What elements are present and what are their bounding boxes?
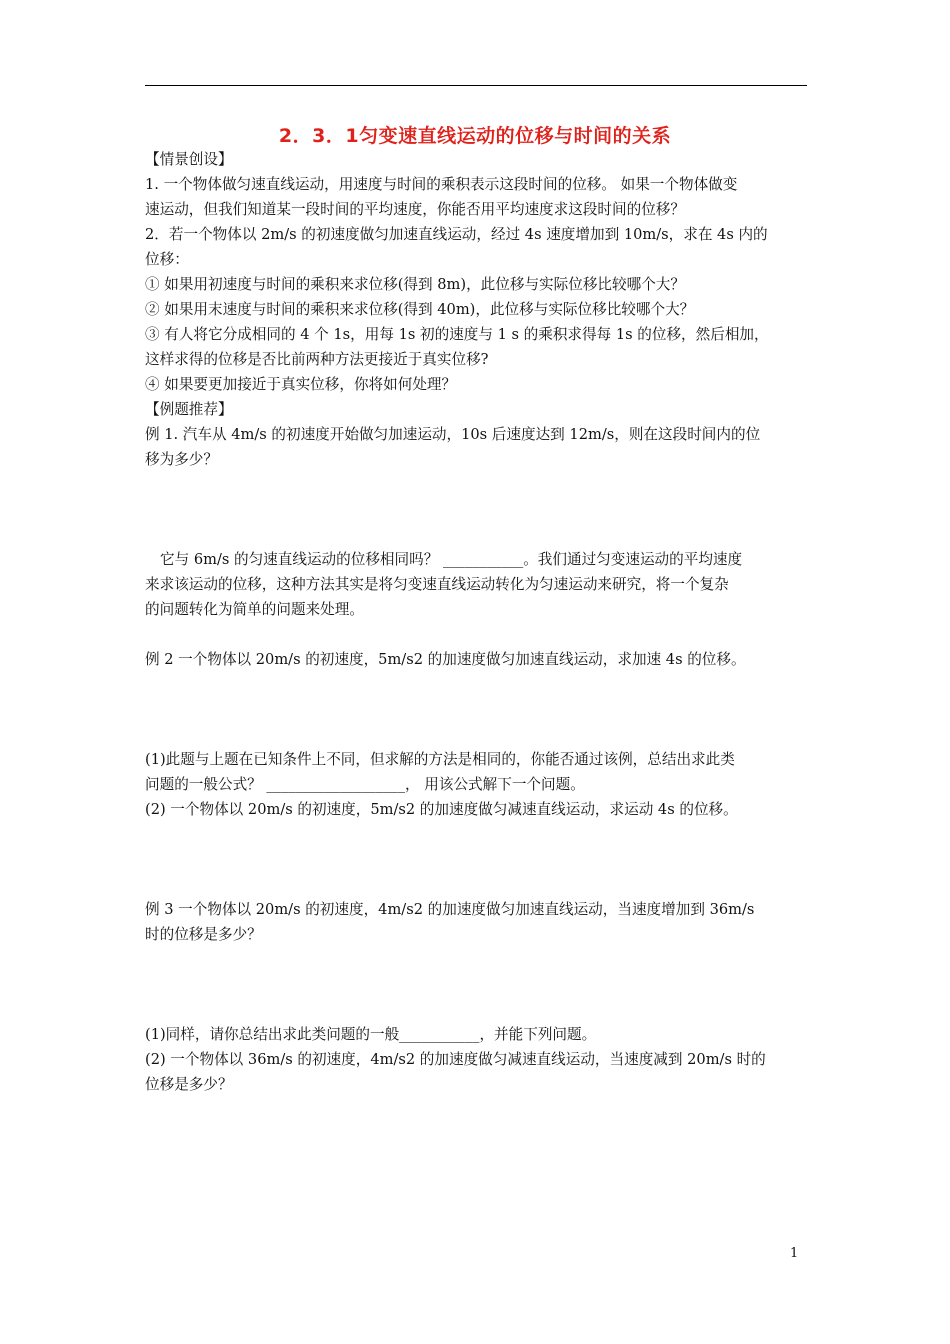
example-3-question-1: (1)同样，请你总结出求此类问题的一般___________，并能下列问题。 xyxy=(145,1026,597,1043)
sub-question-3-line-1: ③ 有人将它分成相同的 4 个 1s，用每 1s 初的速度与 1 s 的乘积求得每 1s 的位移，然后相加， xyxy=(145,326,769,343)
example-3-question-2-line-2: 位移是多少？ xyxy=(145,1076,233,1093)
example-2-question-2: (2) 一个物体以 20m/s 的初速度，5m/s2 的加速度做匀减速直线运动，求运动 4s 的位移。 xyxy=(145,801,738,818)
sub-question-4: ④ 如果要更加接近于真实位移，你将如何处理？ xyxy=(145,376,457,393)
question-2-line-2: 位移： xyxy=(145,251,189,268)
header-rule xyxy=(145,85,807,86)
sub-question-2: ② 如果用末速度与时间的乘积来求位移(得到 40m)，此位移与实际位移比较哪个大？ xyxy=(145,301,695,318)
example-2-question-1-line-1: (1)此题与上题在已知条件上不同，但求解的方法是相同的，你能否通过该例，总结出求此类 xyxy=(145,751,735,768)
sub-question-1: ① 如果用初速度与时间的乘积来求位移(得到 8m)，此位移与实际位移比较哪个大？ xyxy=(145,276,685,293)
page-title: 2．3．1匀变速直线运动的位移与时间的关系 xyxy=(278,125,672,147)
example-2: 例 2 一个物体以 20m/s 的初速度，5m/s2 的加速度做匀加速直线运动，求加速 4s 的位移。 xyxy=(145,651,746,668)
section-heading-examples: 【例题推荐】 xyxy=(145,401,233,418)
example-1-line-2: 移为多少？ xyxy=(145,451,218,468)
question-1-line-2: 速运动，但我们知道某一段时间的平均速度，你能否用平均速度求这段时间的位移？ xyxy=(145,201,685,218)
question-1-line-1: 1. 一个物体做匀速直线运动，用速度与时间的乘积表示这段时间的位移。 如果一个物体做变 xyxy=(145,176,738,193)
example-3-line-2: 时的位移是多少？ xyxy=(145,926,262,943)
example-1-line-1: 例 1. 汽车从 4m/s 的初速度开始做匀加速运动，10s 后速度达到 12m/s，则在这段时间内的位 xyxy=(145,426,761,443)
example-3-question-2-line-1: (2) 一个物体以 36m/s 的初速度，4m/s2 的加速度做匀减速直线运动，当速度减到 20m/s 时的 xyxy=(145,1051,766,1068)
question-2-line-1: 2．若一个物体以 2m/s 的初速度做匀加速直线运动，经过 4s 速度增加到 10m/s，求在 4s 内的 xyxy=(145,226,768,243)
paragraph-1-line-3: 的问题转化为简单的问题来处理。 xyxy=(145,601,364,618)
example-3-line-1: 例 3 一个物体以 20m/s 的初速度，4m/s2 的加速度做匀加速直线运动，当速度增加到 36m/s xyxy=(145,901,755,918)
section-heading-scenario: 【情景创设】 xyxy=(145,151,233,168)
page-number: 1 xyxy=(790,1246,799,1261)
paragraph-1-line-1: 它与 6m/s 的匀速直线运动的位移相同吗？ ___________。我们通过匀变速运动的平均速度 xyxy=(160,551,743,568)
sub-question-3-line-2: 这样求得的位移是否比前两种方法更接近于真实位移? xyxy=(145,351,489,368)
example-2-question-1-line-2: 问题的一般公式？ ___________________， 用该公式解下一个问题。 xyxy=(145,776,585,793)
paragraph-1-line-2: 来求该运动的位移，这种方法其实是将匀变速直线运动转化为匀速运动来研究，将一个复杂 xyxy=(145,576,729,593)
